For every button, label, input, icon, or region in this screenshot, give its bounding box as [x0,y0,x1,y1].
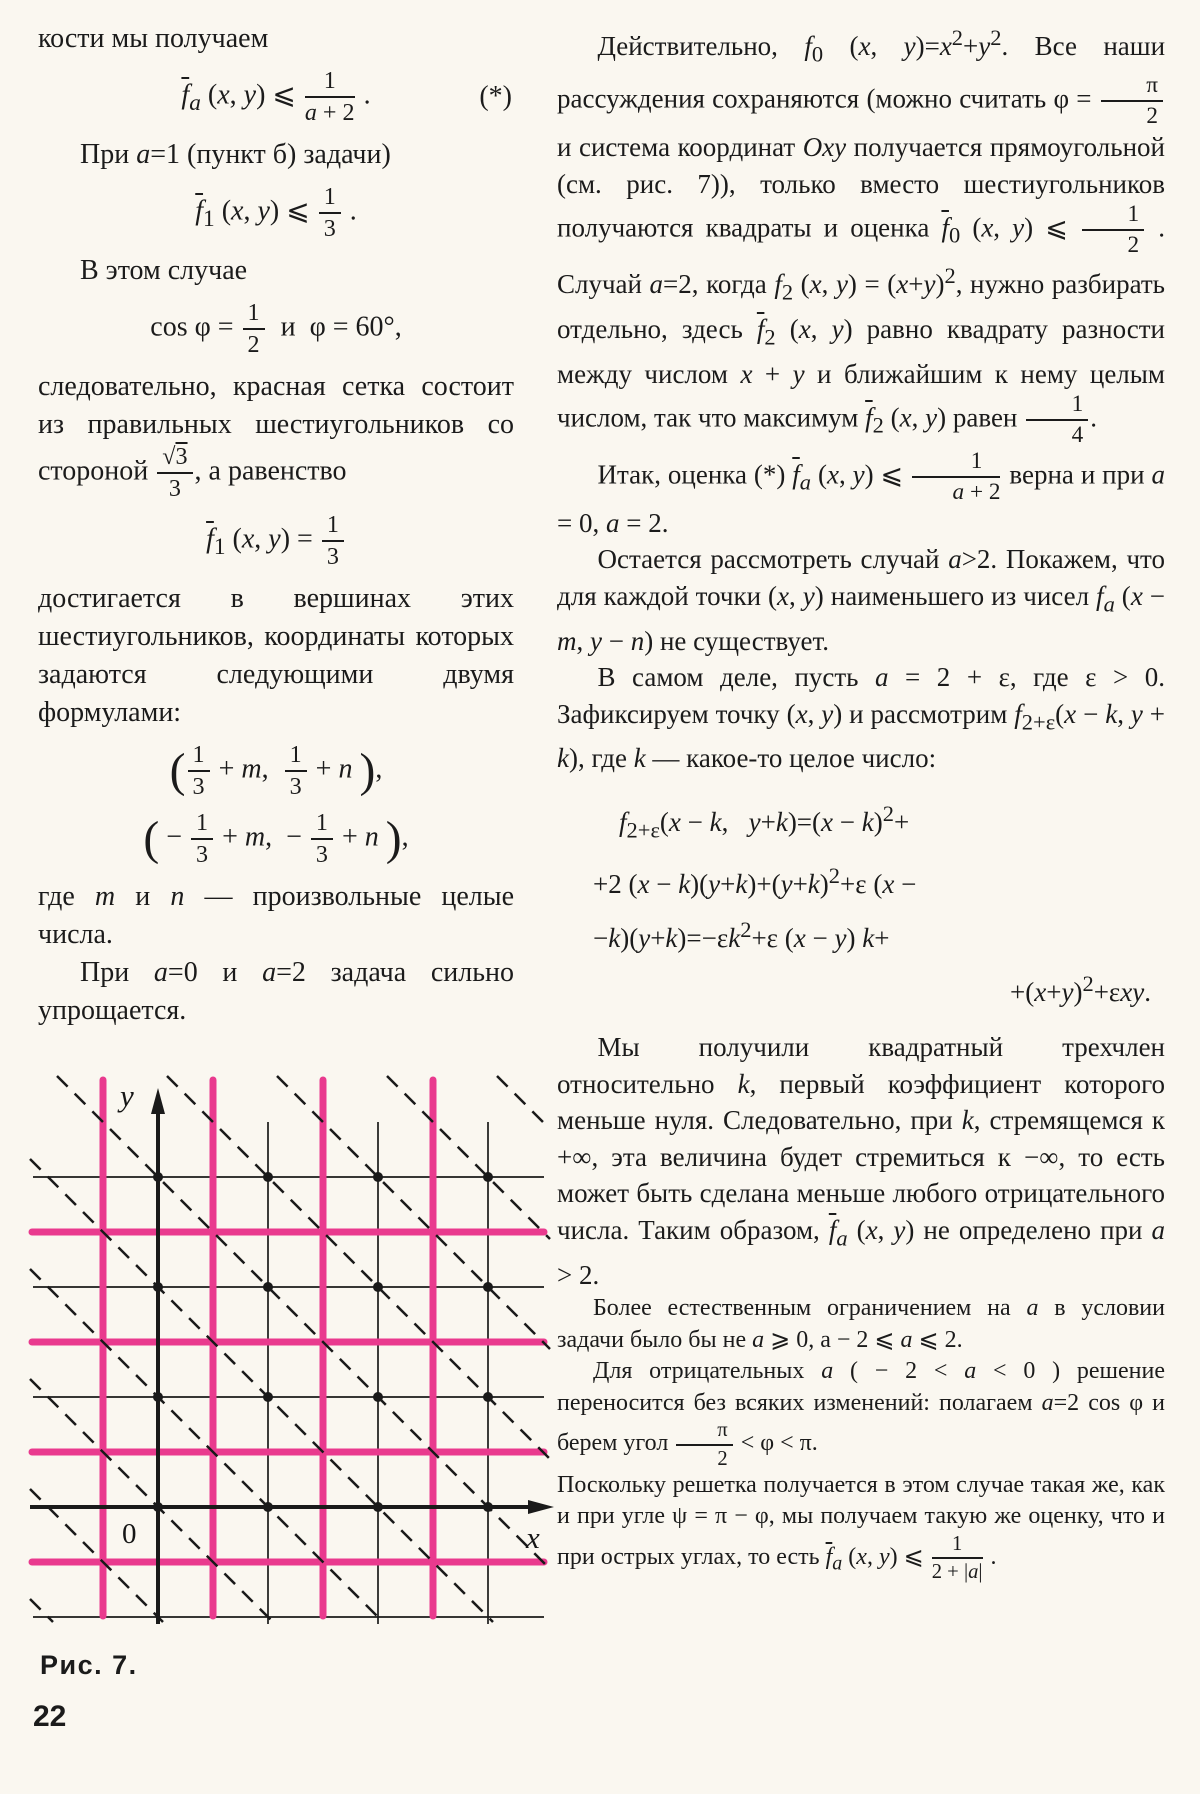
right-column [557,20,1165,1583]
svg-text:y: y [120,1078,134,1113]
paragraph: где m и n — произвольные целые числа. [38,881,515,950]
paragraph: Для отрицательных a ( − 2 < a < 0 ) решение переносится без всяких изменений: полагаем a=2 cos φ и берем угол $\frac{\pi}{2}$ < φ < π. [557,1358,1166,1470]
formula: $\overline{f}_a$ (x, y) ⩽ $\frac{1}{a + 2}$ . [181,68,371,126]
formula: cos φ = $\frac{1}{2}$ и φ = 60°, [150,300,402,358]
paragraph: Поскольку решетка получается в этом случае такая же, как и при угле ψ = π − φ, мы получаем такую же оценку, что и при острых углах, то есть $\overline{f}_a$ (x, y) ⩽ $\frac{1}{2 + |a|}$ . [557,1471,1165,1584]
svg-text:0: 0 [122,1518,137,1550]
figure-caption: Рис. 7. [40,1650,138,1680]
figure-plot [18,1064,563,1644]
paragraph: Итак, оценка (*) $\overline{f}_a$ (x, y) ⩽ $\frac{1}{a + 2}$ верна и при a = 0, a = 2. [557,447,1165,538]
figure [18,1064,563,1644]
paragraph: Действительно, $f_0$ (x, $y)=x^2+y^2$. Все наши рассуждения сохраняются (можно считать φ = $\frac{\pi}{2}$ и система координат Oxy получается прямоугольной (см. рис. 7)), только вместо шестиугольников получаются квадраты и оценка $\overline{f}_0$ (x, y) ⩽ $\frac{1}{2}$ . Случай a=2, когда $f_2$ (x, $y) = (x+y)^2$, нужно разбирать отдельно, здесь $\overline{f}_2$ (x, y) равно квадрату разности между числом x + y и ближайшим к нему целым числом, так что максимум $\overline{f}_2$ (x, y) равен $\frac{1}{4}$ . [557,25,1166,449]
paragraph: В самом деле, пусть a = 2 + ε, где ε > 0. Зафиксируем точку (x, y) и рассмотрим $f_{2+\varepsilon}(x - k$, y + k), где k — какое-то целое число: [557,662,1166,774]
paragraph: Остается рассмотреть случай a>2. Покажем, что для каждой точки (x, y) наименьшего из чисел $f_a$ (x − m, y − n) не существует. [557,544,1166,656]
paragraph: Мы получили квадратный трехчлен относительно k, первый коэффициент которого меньше нуля. Следовательно, при k, стремящемся к +∞, эта величина будет стремиться к −∞, то есть может быть сделана меньше любого отрицательного числа. Таким образом, $\overline{f}_a$ (x, y) не определено при a > 2. [557,1032,1165,1290]
equation-tag: (*) [479,81,512,112]
formula: $\overline{f}_1$ (x, y) ⩽ $\frac{1}{3}$ . [195,184,357,242]
formula: ( − $\frac{1}{3}$ + m, − $\frac{1}{3}$ + n ), [143,810,409,868]
paragraph: Более естественным ограничением на a в условии задачи было бы не a ⩾ 0, а − 2 ⩽ a ⩽ 2. [557,1295,1165,1353]
paragraph: При a=0 и a=2 задача сильно упрощается. [38,957,514,1026]
equation-line: $-k)(y+k)=-\varepsilon k^2+\varepsilon$ (x − y) k+ [593,917,890,954]
paragraph: достигается в вершинах этих шестиугольников, координаты которых задаются следующими двумя формулами: [38,583,514,728]
formula-row [38,68,514,126]
paragraph: следовательно, красная сетка состоит из правильных шестиугольников со стороной $\frac{√3}{3}$ , а равенство [38,371,514,502]
svg-text:x: x [526,1520,540,1555]
left-column [38,20,514,1030]
paragraph: В этом случае [80,255,248,286]
paragraph: При a=1 (пункт б) задачи) [80,139,391,170]
equation-line: $f_{2+\varepsilon}(x - k$, $y+k)=(x - k)^2+$ [619,800,910,843]
page-number: 22 [33,1700,67,1733]
formula: $\overline{f}_1$ (x, y) = $\frac{1}{3}$ [38,512,514,570]
displayed-equation [557,791,1165,1015]
paragraph: кости мы получаем [38,23,269,54]
equation-line: +2 $(x - k)(y+k)+(y+k)^2+\varepsilon$ (x − [593,863,917,900]
equation-line: $+(x+y)^2+\varepsilon xy$. [1010,971,1151,1008]
formula: ( $\frac{1}{3}$ + m, $\frac{1}{3}$ + n ), [169,742,383,800]
